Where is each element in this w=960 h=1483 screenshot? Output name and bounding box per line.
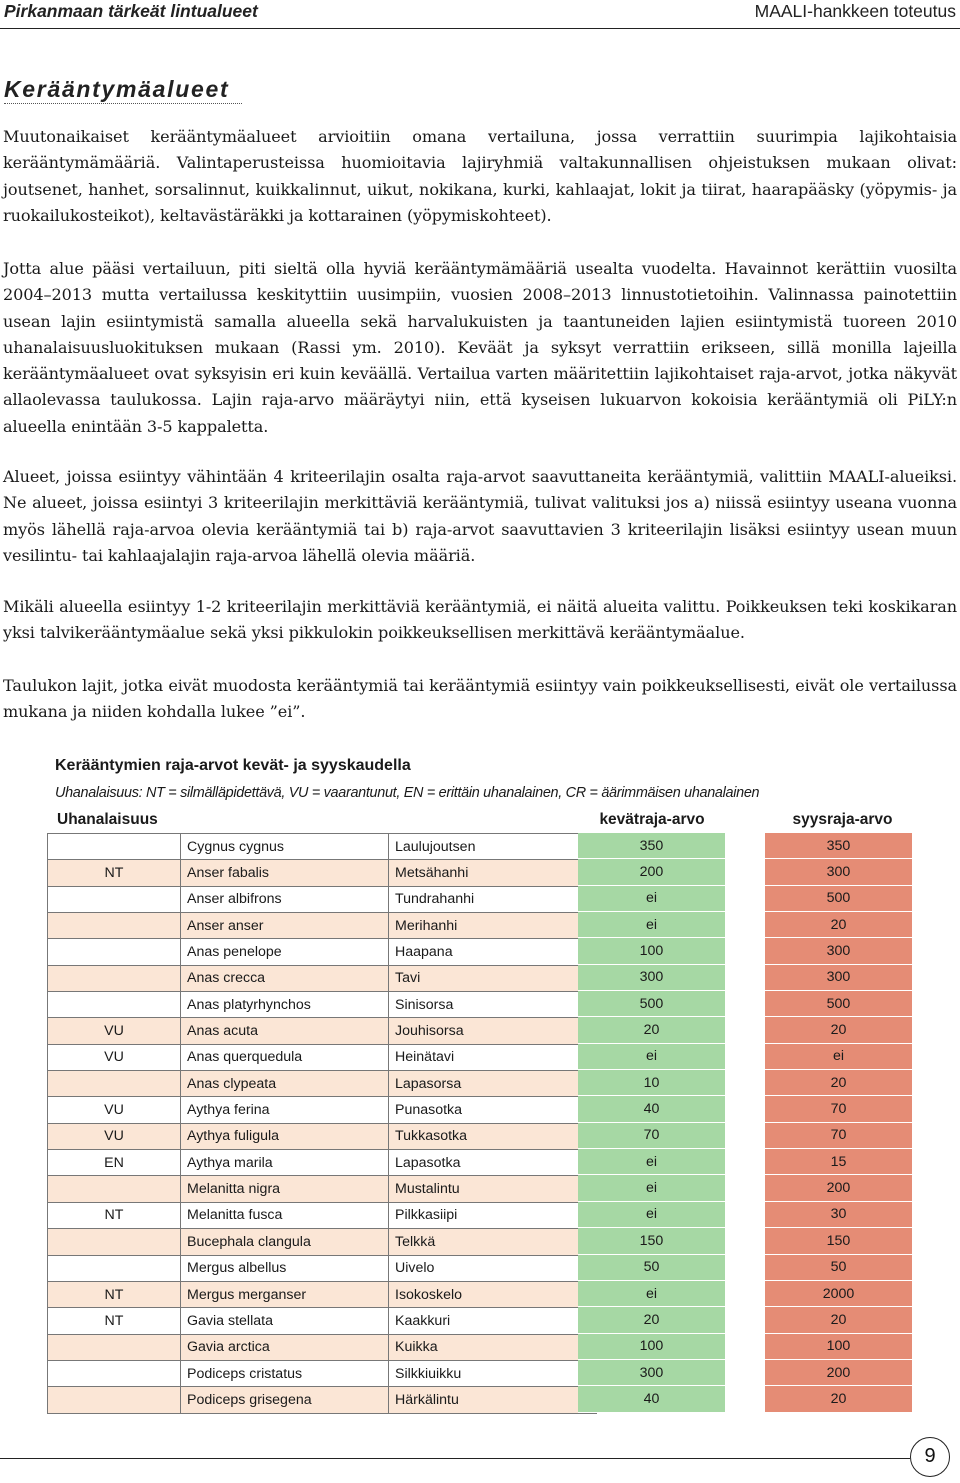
value-row — [765, 1228, 912, 1254]
status-cell — [48, 1071, 181, 1097]
value-row — [765, 912, 912, 938]
autumn-value-cell: 300 — [765, 964, 912, 990]
table-row — [48, 1018, 597, 1044]
paragraph-criteria: Jotta alue pääsi vertailuun, piti sieltä olla hyviä kerääntymämääriä usealta vuodelta. Havainnot kerättiin vuosilta 2004–2013 mutta vertailussa keskityttiin uusimpiin, vuosien 2008–2013 linnustotietoihin. Valinnassa painotettiin usean lajin esiintymistä samalla alueella sekä harvalukuisten ja taantuneiden lajien esiintymistä tuoreen 2010 uhanalaisuusluokituksen mukaan (Rassi ym. 2010). Keväät ja syksyt verrattiin erikseen, sillä monilla lajeilla kerääntymäalueet ovat syksyisin eri kuin keväällä. Vertailua varten määritettiin lajikohtaiset raja-arvot, jotka näkyvät allaolevassa taulukossa. Lajin raja-arvo määräytyi niin, että kyseisen lukuarvon kokoisia kerääntymiä oli PiLY:n alueella enintään 3-5 kappaletta. — [3, 259, 957, 436]
page-number: 9 — [910, 1437, 950, 1477]
value-row — [765, 1386, 912, 1412]
value-row — [765, 964, 912, 990]
table-row — [48, 1044, 597, 1070]
table-row — [48, 1202, 597, 1228]
status-cell: VU — [48, 1097, 181, 1123]
spring-value-cell: 100 — [578, 938, 725, 964]
status-cell: EN — [48, 1150, 181, 1176]
status-cell — [48, 1255, 181, 1281]
latin-name-cell: Anser anser — [181, 913, 389, 939]
table-row — [48, 992, 597, 1018]
autumn-value-cell: 500 — [765, 885, 912, 911]
value-row — [765, 1096, 912, 1122]
table-row — [48, 834, 597, 860]
spring-value-cell: 50 — [578, 1254, 725, 1280]
finnish-name-cell: Lapasorsa — [389, 1071, 597, 1097]
status-cell — [48, 886, 181, 912]
table-row — [48, 1176, 597, 1202]
spring-value-cell: 350 — [578, 833, 725, 859]
value-row — [578, 991, 725, 1017]
latin-name-cell: Aythya marila — [181, 1150, 389, 1176]
value-row — [765, 833, 912, 859]
header-project-name: MAALI-hankkeen toteutus — [754, 1, 956, 21]
finnish-name-cell: Tavi — [389, 965, 597, 991]
table-row — [48, 1387, 597, 1413]
value-row — [578, 1359, 725, 1385]
value-row — [765, 1149, 912, 1175]
section-title: Kerääntymäalueet — [4, 76, 230, 102]
spring-value-cell: 70 — [578, 1122, 725, 1148]
value-row — [765, 1254, 912, 1280]
value-row — [765, 1070, 912, 1096]
autumn-value-cell: 20 — [765, 1017, 912, 1043]
latin-name-cell: Anas querquedula — [181, 1044, 389, 1070]
latin-name-cell: Anas crecca — [181, 965, 389, 991]
finnish-name-cell: Merihanhi — [389, 913, 597, 939]
latin-name-cell: Anas clypeata — [181, 1071, 389, 1097]
value-row — [578, 964, 725, 990]
latin-name-cell: Aythya fuligula — [181, 1123, 389, 1149]
latin-name-cell: Anser fabalis — [181, 860, 389, 886]
spring-value-cell: ei — [578, 912, 725, 938]
autumn-value-cell: 300 — [765, 859, 912, 885]
latin-name-cell: Anas acuta — [181, 1018, 389, 1044]
autumn-value-cell: 15 — [765, 1149, 912, 1175]
finnish-name-cell: Heinätavi — [389, 1044, 597, 1070]
autumn-value-cell: 2000 — [765, 1280, 912, 1306]
value-row — [765, 1201, 912, 1227]
finnish-name-cell: Kuikka — [389, 1334, 597, 1360]
spring-value-cell: ei — [578, 1280, 725, 1306]
autumn-value-cell: 20 — [765, 1386, 912, 1412]
latin-name-cell: Anser albifrons — [181, 886, 389, 912]
table-row — [48, 939, 597, 965]
finnish-name-cell: Laulujoutsen — [389, 834, 597, 860]
spring-value-cell: ei — [578, 885, 725, 911]
status-cell: VU — [48, 1123, 181, 1149]
value-row — [765, 991, 912, 1017]
header-rule — [0, 28, 960, 29]
autumn-value-cell: 100 — [765, 1333, 912, 1359]
value-row — [578, 1070, 725, 1096]
table-row — [48, 1150, 597, 1176]
value-row — [578, 833, 725, 859]
value-row — [765, 1307, 912, 1333]
spring-value-cell: 200 — [578, 859, 725, 885]
table-row — [48, 860, 597, 886]
finnish-name-cell: Kaakkuri — [389, 1308, 597, 1334]
spring-value-cell: 100 — [578, 1333, 725, 1359]
autumn-value-cell: 50 — [765, 1254, 912, 1280]
value-row — [578, 1201, 725, 1227]
value-row — [578, 1122, 725, 1148]
value-row — [578, 1386, 725, 1412]
latin-name-cell: Mergus merganser — [181, 1281, 389, 1307]
latin-name-cell: Mergus albellus — [181, 1255, 389, 1281]
spring-value-cell: ei — [578, 1175, 725, 1201]
finnish-name-cell: Mustalintu — [389, 1176, 597, 1202]
value-row — [765, 938, 912, 964]
table-row — [48, 1071, 597, 1097]
table-row — [48, 1123, 597, 1149]
autumn-value-cell: 200 — [765, 1359, 912, 1385]
paragraph-selection: Alueet, joissa esiintyy vähintään 4 kriteerilajin osalta raja-arvot saavuttaneita kerääntymiä, valittiin MAALI-alueiksi. Ne alueet, joissa esiintyi 3 kriteerilajin merkittäviä kerääntymiä, tulivat valituksi jos a) niissä esiintyy useana vuonna myös lähellä raja-arvoa olevia kerääntymiä tai b) raja-arvot saavuttavien 3 kriteerilajin lisäksi esiintyy usean muun vesilintu- tai kahlaajalajin raja-arvoa lähellä olevia määriä. — [3, 467, 957, 565]
finnish-name-cell: Pilkkasiipi — [389, 1202, 597, 1228]
column-header-status: Uhanalaisuus — [57, 811, 158, 828]
table-title: Kerääntymien raja-arvot kevät- ja syyskaudella — [55, 757, 411, 774]
finnish-name-cell: Tundrahanhi — [389, 886, 597, 912]
status-cell — [48, 965, 181, 991]
value-row — [578, 1307, 725, 1333]
latin-name-cell: Gavia arctica — [181, 1334, 389, 1360]
value-row — [578, 1280, 725, 1306]
value-row — [578, 1254, 725, 1280]
latin-name-cell: Podiceps cristatus — [181, 1360, 389, 1386]
spring-value-cell: 10 — [578, 1070, 725, 1096]
value-row — [765, 1175, 912, 1201]
autumn-value-cell: 20 — [765, 912, 912, 938]
spring-value-cell: 300 — [578, 964, 725, 990]
autumn-value-cell: 300 — [765, 938, 912, 964]
value-row — [765, 1333, 912, 1359]
value-row — [578, 1017, 725, 1043]
value-row — [578, 1228, 725, 1254]
autumn-values-column — [765, 833, 912, 1413]
status-cell — [48, 834, 181, 860]
latin-name-cell: Melanitta nigra — [181, 1176, 389, 1202]
column-header-autumn: syysraja-arvo — [792, 811, 893, 828]
finnish-name-cell: Jouhisorsa — [389, 1018, 597, 1044]
spring-value-cell: ei — [578, 1149, 725, 1175]
spring-value-cell: 150 — [578, 1228, 725, 1254]
status-cell — [48, 1360, 181, 1386]
autumn-value-cell: 70 — [765, 1096, 912, 1122]
autumn-value-cell: 150 — [765, 1228, 912, 1254]
table-legend: Uhanalaisuus: NT = silmälläpidettävä, VU = vaarantunut, EN = erittäin uhanalainen, CR = äärimmäisen uhanalainen — [55, 785, 760, 801]
spring-value-cell: 500 — [578, 991, 725, 1017]
latin-name-cell: Aythya ferina — [181, 1097, 389, 1123]
autumn-value-cell: ei — [765, 1043, 912, 1069]
finnish-name-cell: Lapasotka — [389, 1150, 597, 1176]
status-cell — [48, 992, 181, 1018]
status-cell: NT — [48, 860, 181, 886]
finnish-name-cell: Tukkasotka — [389, 1123, 597, 1149]
table-row — [48, 1229, 597, 1255]
status-cell — [48, 1229, 181, 1255]
value-row — [578, 1096, 725, 1122]
latin-name-cell: Melanitta fusca — [181, 1202, 389, 1228]
spring-values-column — [578, 833, 725, 1413]
finnish-name-cell: Isokoskelo — [389, 1281, 597, 1307]
latin-name-cell: Cygnus cygnus — [181, 834, 389, 860]
finnish-name-cell: Uivelo — [389, 1255, 597, 1281]
spring-value-cell: 20 — [578, 1017, 725, 1043]
status-cell — [48, 939, 181, 965]
value-row — [765, 1359, 912, 1385]
latin-name-cell: Bucephala clangula — [181, 1229, 389, 1255]
value-row — [578, 885, 725, 911]
value-row — [578, 859, 725, 885]
finnish-name-cell: Sinisorsa — [389, 992, 597, 1018]
spring-value-cell: ei — [578, 1201, 725, 1227]
status-cell: NT — [48, 1308, 181, 1334]
autumn-value-cell: 20 — [765, 1307, 912, 1333]
latin-name-cell: Gavia stellata — [181, 1308, 389, 1334]
status-cell: NT — [48, 1202, 181, 1228]
spring-value-cell: 300 — [578, 1359, 725, 1385]
value-row — [578, 1175, 725, 1201]
value-row — [765, 1280, 912, 1306]
value-row — [578, 1333, 725, 1359]
value-row — [765, 1122, 912, 1148]
finnish-name-cell: Härkälintu — [389, 1387, 597, 1413]
table-row — [48, 965, 597, 991]
status-cell: VU — [48, 1044, 181, 1070]
table-row — [48, 1281, 597, 1307]
status-cell — [48, 1387, 181, 1413]
table-row — [48, 1097, 597, 1123]
value-row — [578, 1149, 725, 1175]
autumn-value-cell: 20 — [765, 1070, 912, 1096]
header-document-title: Pirkanmaan tärkeät lintualueet — [4, 1, 258, 21]
spring-value-cell: ei — [578, 1043, 725, 1069]
section-title-underline — [4, 103, 242, 104]
value-row — [765, 1017, 912, 1043]
paragraph-intro: Muutonaikaiset kerääntymäalueet arvioitiin omana vertailuna, jossa verrattiin suurimpia lajikohtaisia kerääntymämääriä. Valintaperusteissa huomioitavia lajiryhmiä valtakunnallisen ohjeistuksen mukaan olivat: joutsenet, hanhet, sorsalinnut, kuikkalinnut, uikut, nokikana, kurki, kahlaajat, lokit ja tiirat, haarapääsky (yöpymis- ja ruokailukosteikot), keltavästäräkki ja kottarainen (yöpymiskohteet). — [3, 127, 957, 225]
status-cell — [48, 1334, 181, 1360]
table-row — [48, 1308, 597, 1334]
status-cell: VU — [48, 1018, 181, 1044]
latin-name-cell: Anas platyrhynchos — [181, 992, 389, 1018]
value-row — [765, 859, 912, 885]
paragraph-table-note: Taulukon lajit, jotka eivät muodosta kerääntymiä tai kerääntymiä esiintyy vain poikkeuksellisesti, eivät ole vertailussa mukana ja niiden kohdalla lukee ”ei”. — [3, 676, 957, 722]
spring-value-cell: 40 — [578, 1386, 725, 1412]
value-row — [578, 1043, 725, 1069]
value-row — [578, 912, 725, 938]
footer-rule — [0, 1458, 910, 1459]
table-row — [48, 1255, 597, 1281]
column-header-spring: kevätraja-arvo — [599, 811, 705, 828]
autumn-value-cell: 500 — [765, 991, 912, 1017]
autumn-value-cell: 70 — [765, 1122, 912, 1148]
value-row — [578, 938, 725, 964]
value-row — [765, 1043, 912, 1069]
table-row — [48, 1360, 597, 1386]
status-cell: NT — [48, 1281, 181, 1307]
status-cell — [48, 1176, 181, 1202]
finnish-name-cell: Silkkiuikku — [389, 1360, 597, 1386]
spring-value-cell: 20 — [578, 1307, 725, 1333]
table-row — [48, 886, 597, 912]
finnish-name-cell: Haapana — [389, 939, 597, 965]
latin-name-cell: Podiceps grisegena — [181, 1387, 389, 1413]
value-row — [765, 885, 912, 911]
table-row — [48, 913, 597, 939]
paragraph-exceptions: Mikäli alueella esiintyy 1-2 kriteerilajin merkittäviä kerääntymiä, ei näitä alueita valittu. Poikkeuksen teki koskikaran yksi talvikerääntymäalue sekä yksi pikkulokin poikkeuksellisen merkittävä kerääntymäalue. — [3, 597, 957, 643]
autumn-value-cell: 200 — [765, 1175, 912, 1201]
species-table — [47, 833, 597, 1414]
spring-value-cell: 40 — [578, 1096, 725, 1122]
autumn-value-cell: 30 — [765, 1201, 912, 1227]
table-row — [48, 1334, 597, 1360]
finnish-name-cell: Metsähanhi — [389, 860, 597, 886]
finnish-name-cell: Telkkä — [389, 1229, 597, 1255]
finnish-name-cell: Punasotka — [389, 1097, 597, 1123]
autumn-value-cell: 350 — [765, 833, 912, 859]
status-cell — [48, 913, 181, 939]
latin-name-cell: Anas penelope — [181, 939, 389, 965]
